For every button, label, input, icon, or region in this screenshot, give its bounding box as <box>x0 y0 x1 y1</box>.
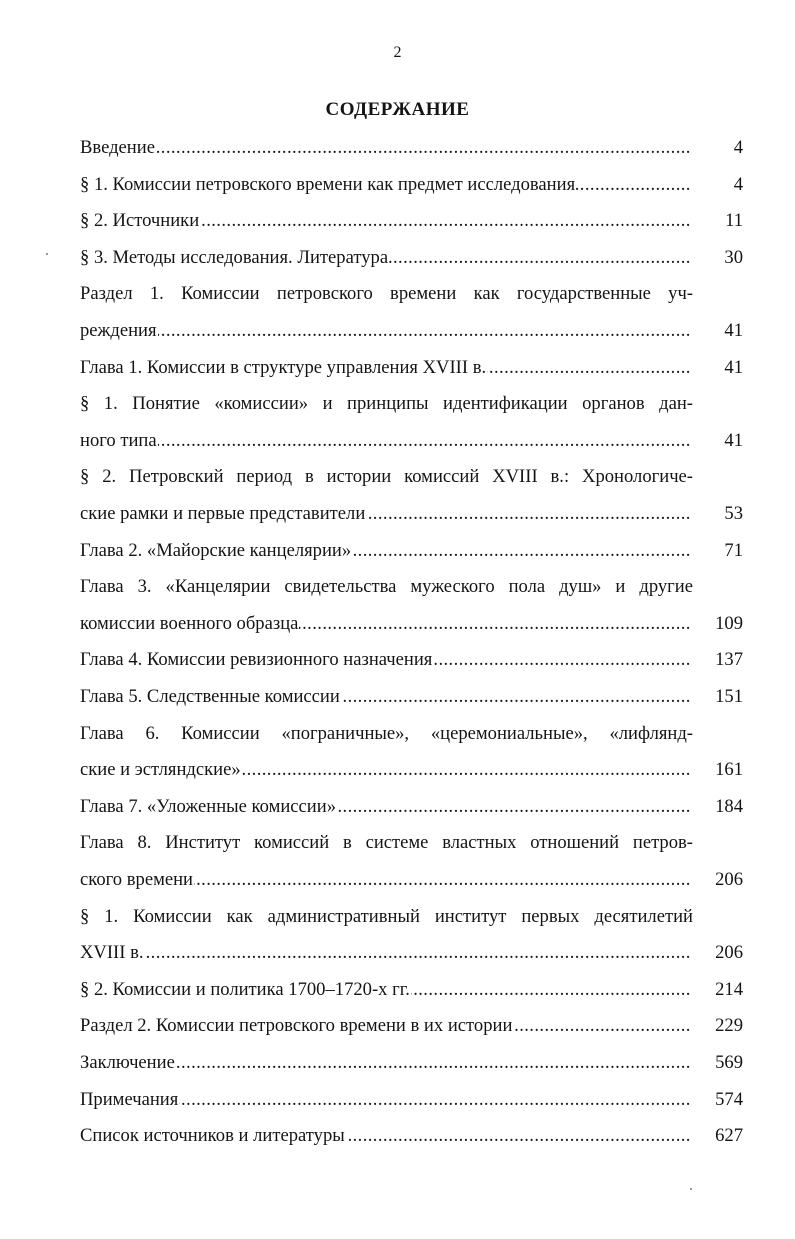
toc-entry-text: Глава 1. Комиссии в структуре управления XVIII в. <box>80 356 487 378</box>
toc-page-number: 109 <box>715 612 743 634</box>
toc-page-number: 41 <box>724 429 743 451</box>
toc-page-number: 41 <box>724 356 743 378</box>
toc-entry-line <box>80 758 692 782</box>
toc-entry-text: Раздел 1. Комиссии петровского времени как государственные уч- <box>80 283 693 305</box>
toc-entry-line <box>80 465 693 489</box>
toc-entry-line <box>80 795 692 819</box>
toc-entry-text: § 1. Комиссии как административный институт первых десятилетий <box>80 905 693 927</box>
toc-title: СОДЕРЖАНИЕ <box>325 99 470 120</box>
toc-entry-line <box>80 1124 692 1148</box>
toc-entry-text: реждения <box>80 320 157 341</box>
toc-entry-line <box>80 941 692 965</box>
toc-entry-text: ские и эстляндские» <box>80 759 241 781</box>
toc-entry-text: § 1. Понятие «комиссии» и принципы идентификации органов дан- <box>80 393 693 415</box>
toc-entry-text: § 2. Петровский период в истории комиссий XVIII в.: Хронологиче- <box>80 466 693 488</box>
toc-page-number: 184 <box>715 795 743 817</box>
toc-page-number: 569 <box>715 1052 743 1073</box>
toc-entry-text: Глава 2. «Майорские канцелярии» <box>80 539 352 561</box>
toc-entry-line <box>80 978 692 1002</box>
toc-entry-text: Глава 8. Институт комиссий в системе властных отношений петров- <box>80 832 693 854</box>
toc-entry-text: § 1. Комиссии петровского времени как предмет исследования <box>80 173 576 195</box>
toc-entry-line <box>80 209 692 233</box>
toc-page-number: 53 <box>724 503 743 524</box>
toc-page-number: 4 <box>733 173 743 195</box>
toc-entry-line <box>80 282 693 306</box>
toc-page-number: 214 <box>715 978 743 1000</box>
toc-page-number: 11 <box>725 210 743 232</box>
scan-speck <box>46 253 48 255</box>
toc-page-number: 71 <box>724 539 743 561</box>
toc-entry-line <box>80 356 692 380</box>
toc-entry-text: § 2. Источники <box>80 210 200 232</box>
toc-page-number: 161 <box>715 759 743 781</box>
toc-entry-text: Раздел 2. Комиссии петровского времени в их истории <box>80 1015 513 1037</box>
toc-entry-text: Список источников и литературы <box>80 1125 345 1147</box>
toc-entry-line <box>80 392 693 416</box>
toc-entry-text: XVIII в. <box>80 942 144 964</box>
toc-entry-text: Глава 3. «Канцелярии свидетельства мужеского пола душ» и другие <box>80 576 693 598</box>
toc-entry-line <box>80 1014 692 1038</box>
toc-entry-text: комиссии военного образца <box>80 612 299 634</box>
toc-entry-line <box>80 831 693 855</box>
toc-entry-text: Заключение <box>80 1052 175 1073</box>
toc-entry-line <box>80 868 692 892</box>
toc-entry-line <box>80 319 692 343</box>
toc-entry-text: ские рамки и первые представители <box>80 503 366 524</box>
toc-page-number: 30 <box>724 246 743 268</box>
toc-page-number: 4 <box>733 137 743 158</box>
toc-entry-text: § 2. Комиссии и политика 1700–1720-х гг. <box>80 978 410 1000</box>
toc-page-number: 206 <box>715 869 743 890</box>
page-number: 2 <box>393 44 402 61</box>
toc-page-number: 229 <box>715 1015 743 1037</box>
toc-page-number: 574 <box>715 1088 743 1110</box>
toc-entry-line <box>80 1088 692 1112</box>
toc-entry-line <box>80 173 692 197</box>
toc-entry-line <box>80 722 693 746</box>
toc-page-number: 137 <box>715 649 743 671</box>
toc-entry-line <box>80 1051 692 1075</box>
toc-entry-text: Введение <box>80 137 155 158</box>
toc-entry-line <box>80 905 693 929</box>
toc-entry-text: ного типа <box>80 429 157 451</box>
scan-speck <box>690 1188 692 1190</box>
toc-entry-text: Глава 4. Комиссии ревизионного назначения <box>80 649 433 671</box>
toc-entry-line <box>80 539 692 563</box>
toc-entry-line <box>80 575 693 599</box>
toc-entry-line <box>80 502 692 526</box>
toc-entry-line <box>80 429 692 453</box>
toc-entry-line <box>80 685 692 709</box>
toc-entry-text: Глава 7. «Уложенные комиссии» <box>80 795 336 817</box>
toc-entry-text: Глава 6. Комиссии «пограничные», «церемониальные», «лифлянд- <box>80 722 693 744</box>
toc-page-number: 151 <box>715 686 743 707</box>
toc-page-number: 41 <box>724 320 743 341</box>
toc-entry-text: ского времени <box>80 869 193 890</box>
toc-entry-text: Примечания <box>80 1088 179 1110</box>
toc-entry-line <box>80 648 692 672</box>
toc-page-number: 206 <box>715 942 743 964</box>
toc-entry-text: Глава 5. Следственные комиссии <box>80 686 340 707</box>
toc-page-number: 627 <box>715 1125 743 1147</box>
toc-entry-line <box>80 246 692 270</box>
toc-entry-line <box>80 136 692 160</box>
toc-entry-line <box>80 612 692 636</box>
toc-entry-text: § 3. Методы исследования. Литература <box>80 246 389 268</box>
